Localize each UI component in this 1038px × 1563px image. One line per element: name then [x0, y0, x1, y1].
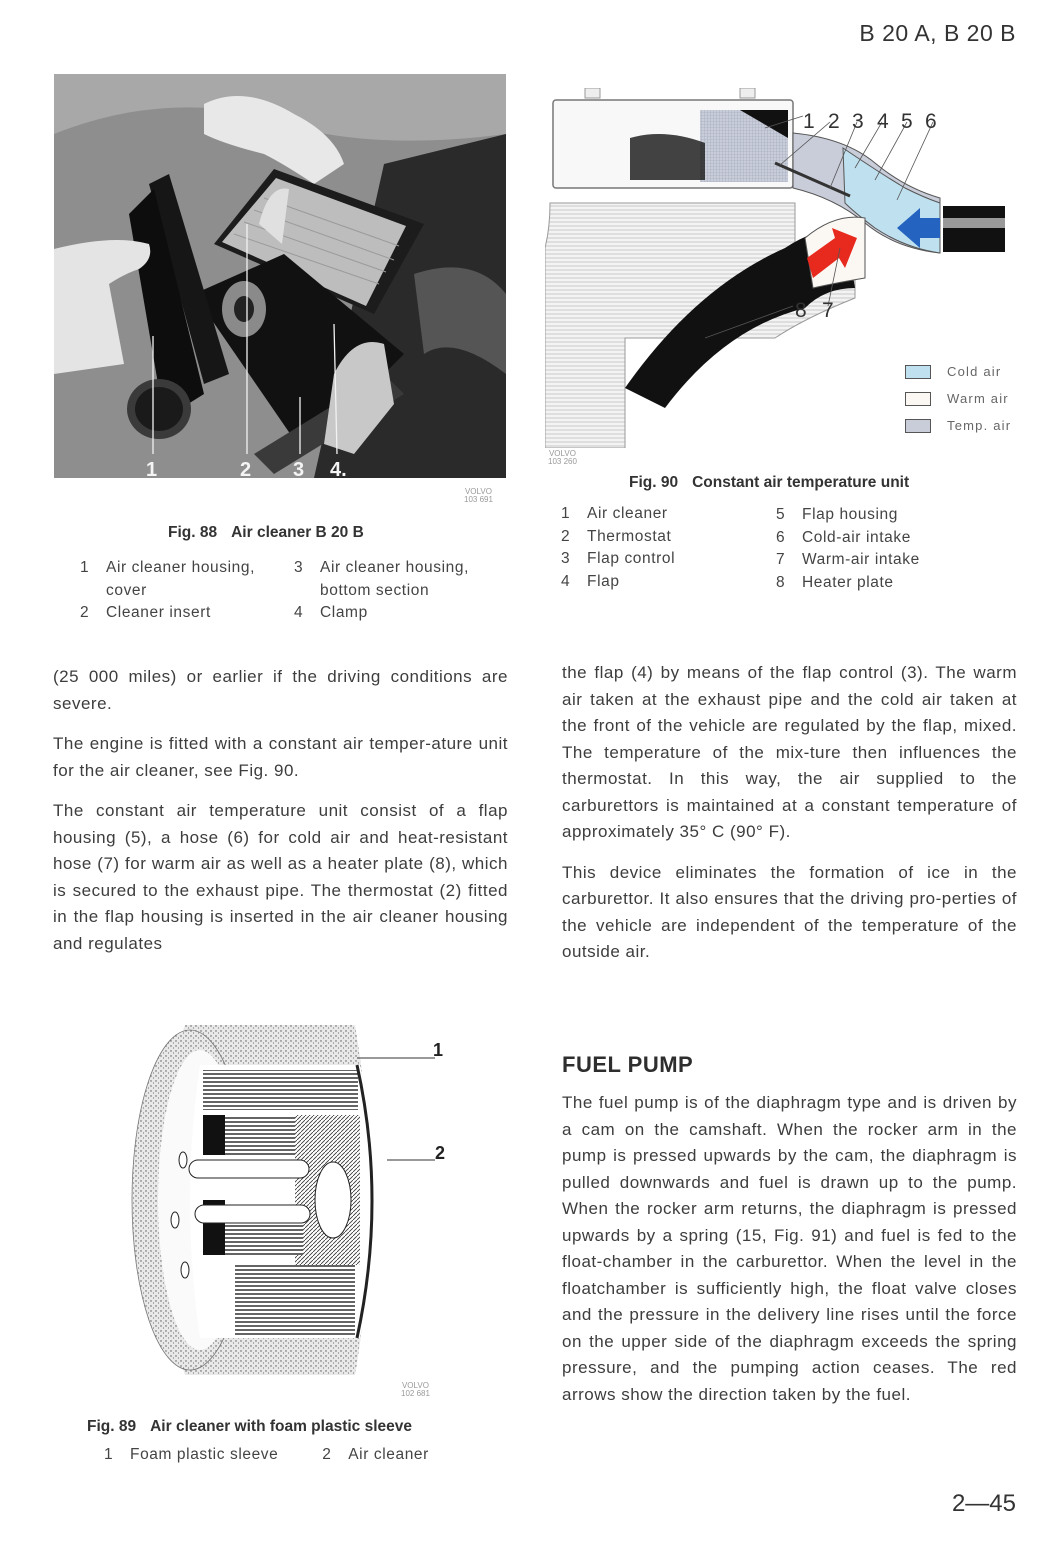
fig88-callout-2: 2: [240, 459, 252, 478]
legend-item: 2 Thermostat: [561, 527, 672, 545]
page-number: 2—45: [951, 1490, 1016, 1517]
key-cold-air: Cold air: [905, 358, 1011, 385]
fig90-legend-left: [561, 503, 675, 593]
warm-air-swatch: [905, 392, 931, 406]
fig88-title: Air cleaner B 20 B: [231, 524, 364, 541]
legend-item: 7 Warm-air intake: [776, 551, 920, 568]
legend-item: 5 Flap housing: [776, 506, 898, 523]
cold-air-swatch: [905, 365, 931, 379]
fig89-callout-2: 2: [435, 1143, 446, 1163]
fig88-number: Fig. 88: [168, 524, 218, 541]
fig88-volvo-code: VOLVO 103 691: [464, 487, 493, 504]
fig88-legend-left: 1 Air cleaner housing, cover 2 Cleaner insert: [80, 557, 255, 625]
fig90-callout-6: 6: [925, 110, 937, 133]
fig88-callout-3: 3: [293, 459, 305, 478]
running-header: B 20 A, B 20 B: [859, 20, 1016, 46]
legend-item: 4 Flap: [561, 572, 620, 590]
fig89-title: Air cleaner with foam plastic sleeve: [150, 1418, 412, 1435]
fig88-legend-right: 3 Air cleaner housing, bottom section 4 Clamp: [294, 557, 469, 625]
air-cleaner-photo-illustration: [54, 74, 506, 478]
section-title-fuel-pump: FUEL PUMP: [562, 1052, 694, 1077]
left-column-text: [53, 664, 508, 971]
legend-item: 8 Heater plate: [776, 573, 894, 591]
paragraph: The fuel pump is of the diaphragm type and is driven by a cam on the camshaft. When the rocker arm in the pump is pressed upwards by the cam, the diaphragm is pulled downwards and fuel is drawn up to the pump. When the rocker arm returns, the diaphragm is pressed upwards by a spring (15, Fig. 91) and fuel is fed to the float-chamber in the carburettor. When the level in the floatchamber is sufficiently high, the float valve closes and the pressure in the delivery line rises until the force on the upper side of the diaphragm exceeds the spring pressure, and the pumping action ceases. The red arrows show the direction taken by the fuel.: [562, 1093, 1017, 1404]
paragraph: (25 000 miles) or earlier if the driving conditions are severe.: [53, 667, 508, 713]
fig88-caption: [168, 524, 364, 542]
fig90-callout-8: 8: [795, 299, 807, 322]
legend-item: 6 Cold-air intake: [776, 528, 911, 546]
fig88-photo: [54, 74, 506, 478]
paragraph: The engine is fitted with a constant air temper-ature unit for the air cleaner, see Fig. 90.: [53, 734, 508, 780]
fig88-callout-1: 1: [146, 459, 158, 478]
fuel-pump-text: [562, 1090, 1017, 1422]
legend-item: 1 Air cleaner: [561, 505, 668, 522]
legend-item: 2 Cleaner insert: [80, 604, 211, 621]
fig90-title: Constant air temperature unit: [692, 474, 910, 491]
fig90-callout-2: 2: [828, 110, 840, 133]
fig88-callout-4: 4.: [330, 459, 347, 478]
fig89-legend: [104, 1444, 429, 1467]
fig89-caption: [87, 1418, 412, 1436]
legend-item: 1 Foam plastic sleeve: [104, 1446, 279, 1463]
fig90-legend-right: [776, 504, 920, 594]
fig90-color-key: [905, 358, 1011, 439]
right-column-text: [562, 660, 1017, 980]
legend-item: 3 Air cleaner housing,: [294, 559, 469, 576]
foam-sleeve-air-cleaner-drawing: [125, 1020, 455, 1380]
legend-item: 2 Air cleaner: [322, 1446, 429, 1463]
legend-item: 1 Air cleaner housing,: [80, 559, 255, 576]
paragraph: The constant air temperature unit consist of a flap housing (5), a hose (6) for cold air and heat-resistant hose (7) for warm air as well as a heater plate (8), which is secured to the exhaust pipe. The thermostat (2) fitted in the flap housing is inserted in the air cleaner housing and regulates: [53, 801, 508, 953]
paragraph: the flap (4) by means of the flap control (3). The warm air taken at the exhaust pipe and the cold air taken at the front of the vehicle are regulated by the flap, mixed. The temperature of the mix-ture then influences the thermostat. In this way, the air supplied to the carburettors is maintained at a constant temperature of approximately 35° C (90° F).: [562, 663, 1017, 841]
key-temp-air: Temp. air: [905, 412, 1011, 439]
fig90-callout-4: 4: [877, 110, 889, 133]
legend-item: 3 Flap control: [561, 550, 676, 567]
temp-air-swatch: [905, 419, 931, 433]
fig90-callout-5: 5: [901, 110, 913, 133]
paragraph: This device eliminates the formation of ice in the carburettor. It also ensures that the driving pro-perties of the vehicle are independent of the temperature of the outside air.: [562, 862, 1017, 961]
fig90-callout-1: 1: [803, 110, 815, 133]
fig89-callout-1: 1: [433, 1040, 444, 1060]
fig90-caption: [629, 474, 909, 492]
fig89-number: Fig. 89: [87, 1418, 137, 1435]
legend-item: 4 Clamp: [294, 604, 368, 621]
fig89-volvo-code: VOLVO 102 681: [401, 1381, 430, 1398]
key-warm-air: Warm air: [905, 385, 1011, 412]
fig90-volvo-code: VOLVO 103 260: [548, 449, 577, 466]
fig90-number: Fig. 90: [629, 474, 679, 491]
fig89-drawing: [125, 1020, 455, 1380]
fig90-callout-3: 3: [852, 110, 864, 133]
fig90-callout-7: 7: [822, 299, 834, 322]
